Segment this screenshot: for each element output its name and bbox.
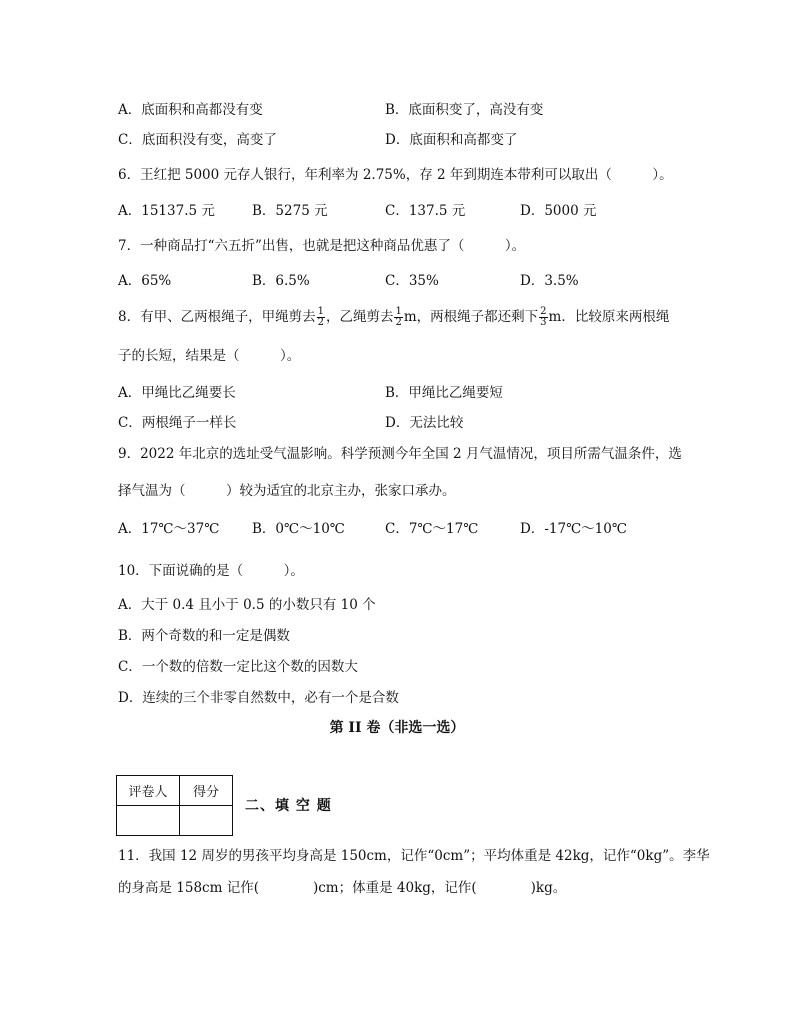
q6-option-b: B．5275 元 — [252, 203, 328, 219]
score-table — [116, 775, 233, 836]
q9-option-a: A．17℃～37℃ — [118, 521, 220, 537]
part-2-title: 二、填 空 题 — [245, 798, 332, 814]
q9-option-c: C．7℃～17℃ — [385, 521, 479, 537]
score-table-grader-header: 评卷人 — [117, 776, 180, 806]
q7-option-d: D．3.5% — [520, 273, 579, 289]
q8-option-d: D．无法比较 — [385, 415, 464, 431]
score-table-grader-cell[interactable] — [117, 806, 180, 836]
q6-stem: 6．王红把 5000 元存人银行，年利率为 2.75%，存 2 年到期连本带利可以取出（ ）。 — [118, 167, 673, 183]
q8-fraction-1 — [317, 307, 325, 328]
q7-stem: 7．一种商品打“六五折”出售，也就是把这种商品优惠了（ ）。 — [118, 238, 526, 254]
q6-option-c: C．137.5 元 — [385, 203, 466, 219]
q8-option-b: B．甲绳比乙绳要短 — [385, 385, 503, 401]
q8-fraction-3-denominator: 3 — [540, 317, 547, 328]
q10-option-d: D．连续的三个非零自然数中，必有一个是合数 — [118, 690, 399, 706]
q9-stem-line1: 9．2022 年北京的选址受气温影响。科学预测今年全国 2 月气温情况，项目所需气温条件，选 — [118, 446, 682, 462]
score-table-score-header: 得分 — [180, 776, 233, 806]
q5-option-d: D．底面积和高都变了 — [385, 132, 518, 148]
q8-stem-line2: 子的长短，结果是（ ）。 — [118, 348, 301, 364]
q8-option-a: A．甲绳比乙绳要长 — [118, 385, 236, 401]
q9-stem-line2: 择气温为（ ）较为适宜的北京主办，张家口承办。 — [118, 483, 456, 499]
q8-fraction-2 — [394, 307, 402, 328]
q8-fraction-1-numerator: 1 — [317, 306, 324, 317]
q8-fraction-1-denominator: 2 — [317, 317, 324, 328]
q8-text-4: m．比较原来两根绳 — [548, 309, 670, 325]
q8-text-1: 8．有甲、乙两根绳子，甲绳剪去 — [118, 309, 316, 325]
q6-option-d: D．5000 元 — [520, 203, 597, 219]
q10-option-a: A．大于 0.4 且小于 0.5 的小数只有 10 个 — [118, 597, 376, 613]
q8-option-c: C．两根绳子一样长 — [118, 415, 237, 431]
q10-option-c: C．一个数的倍数一定比这个数的因数大 — [118, 659, 358, 675]
q5-option-a: A．底面积和高都没有变 — [118, 102, 263, 118]
q9-option-d: D．-17℃～10℃ — [520, 521, 627, 537]
q11-stem-line2: 的身高是 158cm 记作( )cm；体重是 40kg，记作( )kg。 — [118, 880, 567, 896]
q8-text-2: ，乙绳剪去 — [325, 309, 394, 325]
q8-fraction-2-denominator: 2 — [395, 317, 402, 328]
q8-fraction-3 — [539, 307, 547, 328]
q11-stem-line1: 11．我国 12 周岁的男孩平均身高是 150cm，记作“0cm”；平均体重是 42kg，记作“0kg”。李华 — [118, 848, 710, 864]
q5-option-c: C．底面积没有变，高变了 — [118, 132, 277, 148]
q8-fraction-3-numerator: 2 — [540, 306, 547, 317]
q6-option-a: A．15137.5 元 — [118, 203, 215, 219]
q8-fraction-2-numerator: 1 — [395, 306, 402, 317]
q10-stem: 10．下面说确的是（ ）。 — [118, 563, 304, 579]
section-title: 第 II 卷（非选一选） — [329, 720, 465, 736]
q8-stem-line1 — [118, 307, 669, 328]
q10-option-b: B．两个奇数的和一定是偶数 — [118, 628, 290, 644]
q9-option-b: B．0℃～10℃ — [252, 521, 345, 537]
q7-option-b: B．6.5% — [252, 273, 310, 289]
score-table-score-cell[interactable] — [180, 806, 233, 836]
q8-text-3: m，两根绳子都还剩下 — [403, 309, 539, 325]
q7-option-c: C．35% — [385, 273, 439, 289]
q5-option-b: B．底面积变了，高没有变 — [385, 102, 544, 118]
q7-option-a: A．65% — [118, 273, 172, 289]
